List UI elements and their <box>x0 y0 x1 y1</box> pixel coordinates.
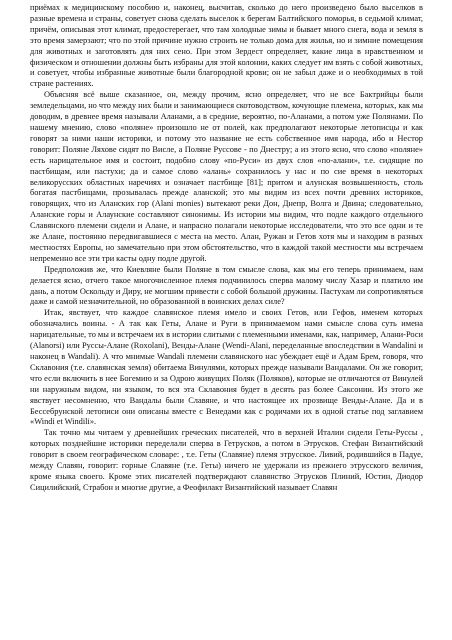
paragraph-4: Итак, явствует, что каждое славянское племя имело и своих Гетов, или Гефов, именем которых обозначались воины. - А так как Геты, Алане и Руги в принимаемом нами смысле слова суть имена нарицательные, то мы и встречаем их в истории слитыми с племенными именами, как, например, Алани-Роси (Alanorsi) или Руссы-Алане (Roxolani), Венды-Алане (Wendi-Alani, переделанные впоследствии в Wandalini и наконец в Wandali). А что мнимые Wandali племени славянского нас убеждает ещё и Адам Брем, говоря, что Склавония (т.е. славянская земля) обитаема Винулями, которых прежде называли Вандалами. Он же говорит, что если включить в нее Богемию и за Одрою живущих Поляк (Поляков), которые не отличаются от Винулей ни наружным видом, ни языком, то вся эта Склавония будет в десять раз более Саксонии. Из этого же явствует несомненно, что Вандалы были Славяне, и что настоящее их прозвище Венды-Алане. Да и в Бессебрунской летописи они описаны вместе с Венедами как с родичами их в одной статье под заглавием «Windi et Windili». <box>30 308 423 427</box>
paragraph-3: Предположив же, что Киевляне были Поляне в том смысле слова, как мы его теперь принимаем, нам делается ясно, отчего такое многочисленное племя подчинилось сперва малому числу Хазар и платило им дань, а потом Оскольду и Диру, не могшим привести с собой большой дружины. Пастухам ли сопротивляться даже и самой незначительной, но образованной в воинских делах силе? <box>30 264 423 307</box>
paragraph-1: приёмах к медицинскому пособию и, наконец, высчитав, сколько до него произведено было выселков в разные времена и страны, советует снова сделать выселок к берегам Балтийского поморья, в седьмой климат, причём, описывая этот климат, предостерегает, что там холодные зимы и бывает много снега, вода и земля в это время замерзают; что по этой причине нужно строить не только дома для жилья, но и зимние помещения для животных и заготовлять для них сено. При этом Зердест определяет, какие лица в нравственном и физическом и отношении должны быть избраны для этой колонии, каких следует им взять с собой животных, и советует, чтобы избранные животные были благородной крови; он не забыл даже и о необходимых в той стране растениях. <box>30 3 423 89</box>
paragraph-2: Объясняя всё выше сказанное, он, между прочим, ясно определяет, что не все Бактрийцы были земледельцами, но что между них были и занимающиеся скотоводством, кочующие племена, которых, как мы доводим, в древнее время называли Аланами, а в средние, вероятно, по-Аланами, а потом уже Полянами. По нашему мнению, слово «поляне» произошло не от полей, как предполагают некоторые летописцы и как говорят за ними наши историки, и потому это название не есть собственное имя народа, ибо и Нестор говорит: Поляне Ляхове сидят по Висле, а Поляне Руссове - по Днестру; а из этого ясно, что слово «поляне» есть нарицательное имя и состоит, подобно слову «по-Руси» из двух слов «по-алани», т.е. сидящие по пастбищам, или пастухи; да и самое слово «алань» сохранилось у нас и по сие время в некоторых великорусских областных наречиях и означает пастбище [81]; притом и алунская возвышенность, столь богатая пастбищами, прозывалась прежде аланской; это мы видим из всех почти древних историков, говорящих, что из Аланских гор (Alani monies) вытекают реки Дон, Днепр, Волга и Двина; следовательно, Аланские горы и Алаунские составляют синонимы. Из истории мы видим, что подле каждого отдельного Славянского племени сидели и Алане, и напрасно полагали некоторые исследователи, что это все одни и те же Алане, постоянно передвигавшиеся с места на место. Алан, Ружан и Гетов хотя мы и находим в разных местностях Европы, но замечательно при этом обстоятельство, что в каждой такой местности мы встречаем непременно все эти три касты одну подле другой. <box>30 90 423 263</box>
paragraph-5: Так точно мы читаем у древнейших греческих писателей, что в верхней Италии сидели Геты-Руссы , которых позднейшие историки переделали сперва в Гетрусков, а потом в Этрусков. Стефан Византийский говорит в своем географическом словаре: , т.е. Геты (Славяне) племя этрусское. Ливий, родившийся в Падуе, между Славян, говорит: горные Славяне (т.е. Геты) ничего не удержали из прежнего этрусского величия, кроме языка своего. Кроме этих писателей подтверждают славянство Этрусков Плиний, Юстин, Диодор Сицилийский, Страбон и многие другие, а Феофилакт Византийский называет Славян <box>30 428 423 492</box>
text-column <box>30 3 423 494</box>
